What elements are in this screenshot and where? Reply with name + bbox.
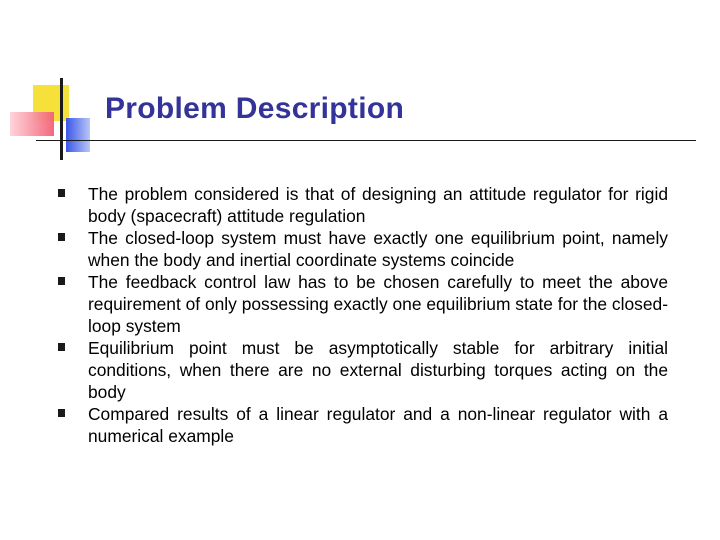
bullet-text: The closed-loop system must have exactly one equilibrium point, namely when the body and inertial coordinate systems coincide [88, 228, 668, 270]
vertical-rule [60, 78, 63, 160]
bullet-text: Equilibrium point must be asymptotically stable for arbitrary initial conditions, when there are no external disturbing torques acting on the body [88, 338, 668, 402]
decorative-squares-logo [0, 0, 110, 170]
title-underline-rule [36, 140, 696, 141]
square-bullet-icon [58, 277, 65, 285]
bullet-item [56, 227, 668, 271]
slide-title: Problem Description [105, 92, 405, 125]
square-bullet-icon [58, 343, 65, 351]
square-bullet-icon [58, 233, 65, 241]
bullet-text: The problem considered is that of designing an attitude regulator for rigid body (spacecraft) attitude regulation [88, 184, 668, 226]
square-bullet-icon [58, 409, 65, 417]
bullet-item [56, 403, 668, 447]
bullet-item [56, 337, 668, 403]
bullet-text: Compared results of a linear regulator and a non-linear regulator with a numerical example [88, 404, 668, 446]
blue-square-decoration [66, 118, 90, 152]
bullet-item [56, 183, 668, 227]
square-bullet-icon [58, 189, 65, 197]
bullet-list [56, 183, 668, 447]
red-square-decoration [10, 112, 54, 136]
bullet-text: The feedback control law has to be chosen carefully to meet the above requirement of only possessing exactly one equilibrium state for the closed-loop system [88, 272, 668, 336]
bullet-item [56, 271, 668, 337]
